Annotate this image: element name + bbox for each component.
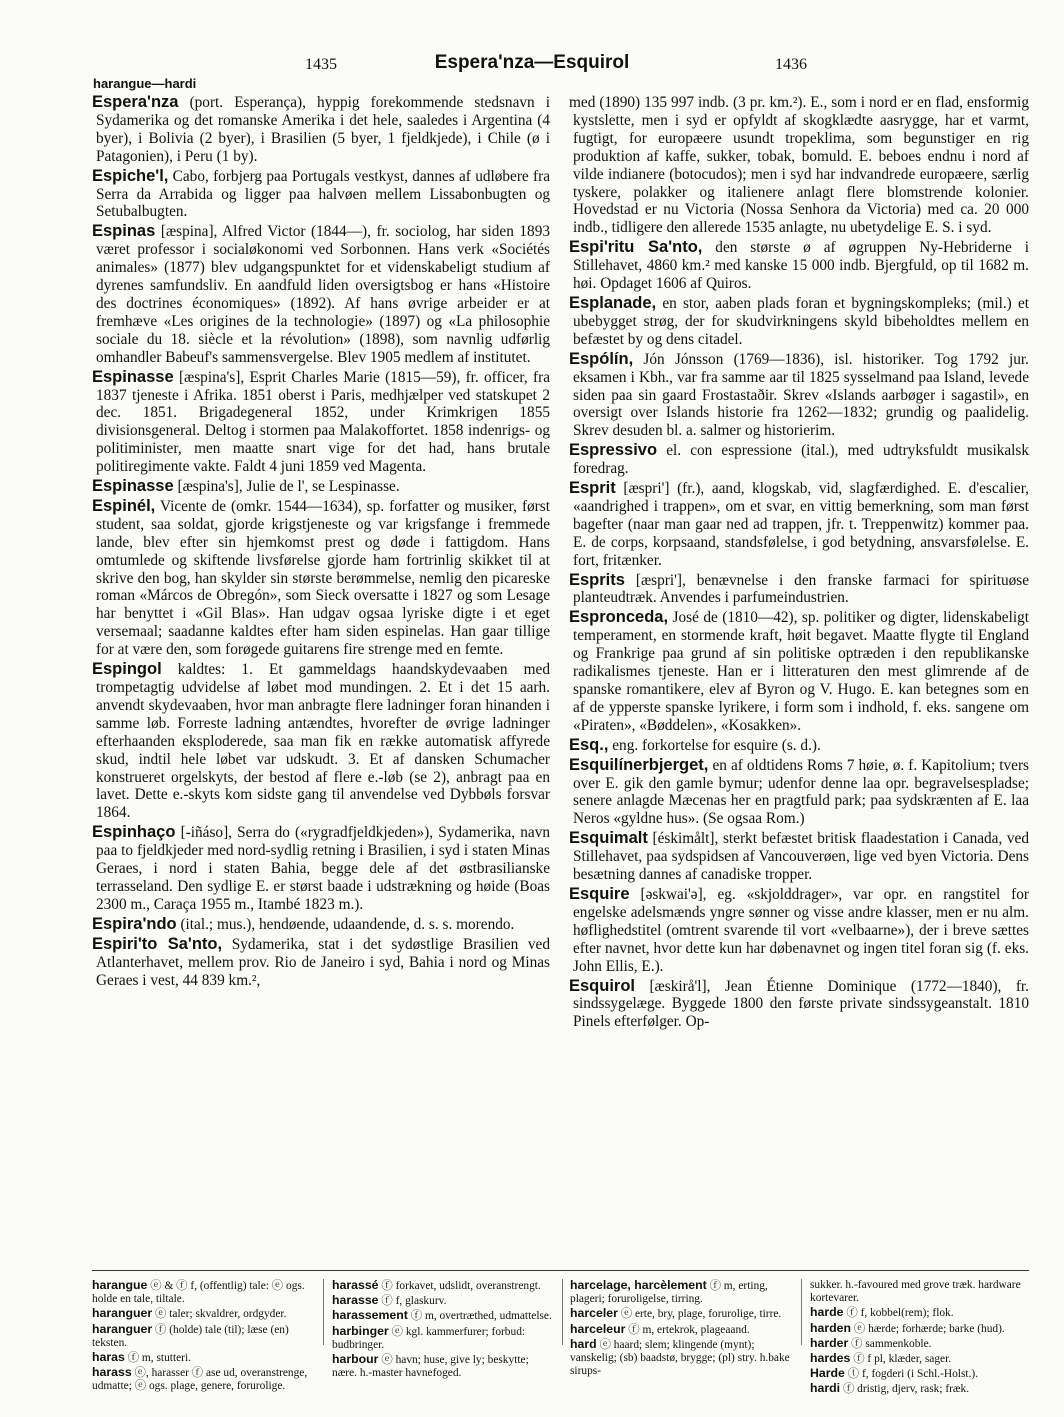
entry-text: en stor, aaben plads foran et bygningskompleks; (mil.) et ubebygget strøg, der for skudvirkningens skyld bibeholdtes mellem en befæstet by og dens citadel. <box>573 294 1029 348</box>
glossary-entry <box>332 1353 554 1380</box>
entry-headword: harde <box>810 1305 844 1320</box>
entry-headword: harceler <box>570 1306 618 1321</box>
entry-text: [æspina's], Julie de l', se Lespinasse. <box>177 478 400 496</box>
dictionary-entry <box>569 239 1029 293</box>
glossary-entry <box>92 1279 314 1306</box>
entry-text: (port. Esperança), hyppig forekommende stedsnavn i Sydamerika og det romanske Amerika i det hele, saaledes i Argentina (4 byer), i Bolivia (2 byer), i Brasilien (5 byer, 1 fjeldkjede), i Chile (ø i Patagonien), i Peru (1 by). <box>96 94 550 165</box>
dictionary-entry <box>569 351 1029 441</box>
glossary-entry <box>332 1325 554 1352</box>
dictionary-entry <box>569 886 1029 976</box>
entry-headword: Espinas <box>92 222 156 241</box>
entry-text: ⓕ f, kobbel(rem); flok. <box>846 1307 954 1320</box>
glossary-entry <box>92 1351 314 1365</box>
entry-text: ⓕ dristig, djerv, rask; fræk. <box>842 1383 970 1396</box>
entry-text: Jón Jónsson (1769—1836), isl. historiker. Tog 1792 jur. eksamen i Kbh., var fra samme aar til 1825 sysselmand paa Island, levede siden paa sin gaard Frostastaðir. Skrev «Islands aarbøger i sagastil», en oversigt over Islands historie fra 1262—1832; grundig og paalidelig. Skrev desuden bl. a. salmer og historierim. <box>573 350 1029 440</box>
entry-text: Cabo, forbjerg paa Portugals vestkyst, dannes af udløbere fra Serra da Arrabida og ligger paa halvøen mellem Lissabonbugten og Setubalbugten. <box>96 167 550 221</box>
entry-headword: Esplanade, <box>569 293 657 312</box>
dictionary-entry <box>569 830 1029 884</box>
entry-headword: harassé <box>332 1278 379 1292</box>
entry-headword: Espingol <box>92 660 162 679</box>
footer-column-1 <box>92 1279 314 1395</box>
glossary-entry <box>92 1307 314 1321</box>
entry-text: [æspina], Alfred Victor (1844—), fr. sociolog, har siden 1893 været professor i socialøkonomi ved Sorbonnen. Hans verk «Sociétés animales» (1877) blev udgangspunktet for et videnskabeligt studium af dyrenes samfundsliv. En aandfuld liden oversigtsbog er hans «Histoire des doctrines économiques» (1892). Af hans øvrige arbeider er at fremhæve «Les origines de la technologie» (1897) og «La philosophie sociale du 18. siècle et la révolution» (1898), som navnlig udførlig omhandler Babeuf's sammensvergelse. Blev 1905 medlem af institutet. <box>96 223 550 366</box>
page-number-left: 1435 <box>305 56 337 73</box>
entry-headword: Harde <box>810 1366 845 1381</box>
entry-headword: Espiche'l, <box>92 166 169 185</box>
entry-headword: Espinasse <box>92 367 174 386</box>
entry-text: [-iñáso], Serra do («rygradfjeldkjeden»), Sydamerika, navn paa to fjeldkjeder med nord-sydlig retning i Brasilien, i syd i staten Minas Geraes, i nord i staten Bahia, begge dele af det østbrasilianske terrasseland. Den sydlige E. er størst baade i udstrækning og høide (Boas 2300 m., Caraça 1955 m., Itambé 1823 m.). <box>96 824 550 913</box>
entry-text: eng. forkortelse for esquire (s. d.). <box>612 736 821 754</box>
dictionary-entry <box>92 94 550 166</box>
entry-headword: Esquirol <box>569 976 636 995</box>
dictionary-entry <box>569 295 1029 349</box>
entry-text: ⓕ m, overtræthed, udmattelse. <box>410 1310 552 1323</box>
glossary-entry <box>810 1337 1032 1351</box>
dictionary-entry <box>569 442 1029 478</box>
entry-text: ⓕ (holde) tale (til); læse (en) teksten. <box>92 1323 289 1349</box>
entry-headword: Esquilínerbjerget, <box>569 755 709 774</box>
entry-text: [éskimålt], sterkt befæstet britisk flaadestation i Canada, ved Stillehavet, paa sydspidsen af Vancouverøen, lige ved byen Victoria. Dens besætning dannes af canadiske tropper. <box>573 830 1029 884</box>
entry-text: ⓔ, harasser ⓕ ase ud, overanstrenge, udmatte; ⓔ ogs. plage, genere, forurolige. <box>92 1367 308 1393</box>
entry-text: ⓕ f pl, klæder, sager. <box>853 1353 952 1366</box>
entry-headword: harangue <box>92 1278 148 1292</box>
footnote-divider <box>92 1270 1029 1271</box>
entry-headword: Espi'ritu Sa'nto, <box>569 238 703 257</box>
entry-text: ⓕ m, ertekrok, plageaand. <box>628 1323 750 1336</box>
dictionary-entry <box>569 94 1029 237</box>
page-title: Espera'nza—Esquirol <box>434 52 630 73</box>
entry-headword: harder <box>810 1335 849 1350</box>
glossary-entry <box>332 1309 554 1323</box>
entry-text: el. con espressione (ital.), med udtryksfuldt musikalsk foredrag. <box>573 442 1029 478</box>
entry-text: ⓔ & ⓕ f, (offentlig) tale: ⓔ ogs. holde en tale, tiltale. <box>92 1280 305 1306</box>
entry-headword: harbinger <box>332 1323 389 1338</box>
guide-words: harangue—hardi <box>93 76 197 91</box>
dictionary-entry <box>92 661 550 822</box>
entry-text: ⓔ hærde; forhærde; barke (hud). <box>853 1322 1005 1335</box>
dictionary-entry <box>569 737 1029 755</box>
entry-headword: Esprits <box>569 570 625 589</box>
entry-text: kaldtes: 1. Et gammeldags haandskydevaaben med trompetagtig udvidelse af løbet mod mundingen. 2. Et i det 15 aarh. anvendt skydevaaben, hvor man anbragte flere ladninger foran hinanden i samme løb. Forreste ladning antændtes, hvorefter de øvrige ladninger efterhaanden eksploderede, saa man fik en række automatisk affyrede skud, indtil hele løbet var udskudt. 3. Et af dansken Schumacher konstrueret orgelskyts, der bestod af flere e.-løb (se 2), anbragt paa en lavet. Dette e.-skyts kom sidste gang til anvendelse ved Dybbøls forsvar 1864. <box>96 661 550 822</box>
dictionary-entry <box>92 498 550 659</box>
entry-text: sukker. h.-favoured med grove træk. hardware kortevarer. <box>810 1279 1021 1305</box>
entry-text: ⓣ f, fogderi (i Schl.-Holst.). <box>847 1368 979 1381</box>
entry-headword: Espinél, <box>92 496 156 515</box>
entry-text: [æspina's], Esprit Charles Marie (1815—59), fr. officer, fra 1837 tjeneste i Afrika. 1851 oberst i Paris, medhjælper ved statskupet 2 dec. 1851. Brigadegeneral 1852, under Krimkrigen 1855 divisionsgeneral. Deltog i stormen paa Malakoffortet. 1858 indenrigs- og politiminister, men maatte snart vige for det had, hans brutale politiregimente vakte. Faldt 4 juni 1859 ved Magenta. <box>96 368 550 476</box>
entry-headword: harceleur <box>570 1321 626 1336</box>
entry-headword: haras <box>92 1350 125 1365</box>
entry-text: ⓔ havn; huse, give ly; beskytte; nære. h.-master havnefoged. <box>332 1354 529 1380</box>
entry-text: ⓕ m, erting, plageri; forurоligelse, tirring. <box>570 1280 768 1306</box>
footer-rule <box>562 1279 563 1345</box>
footer-column-2 <box>332 1279 554 1381</box>
dictionary-entry <box>92 916 550 934</box>
entry-headword: Espólín, <box>569 349 634 368</box>
entry-text: [æspri'], benævnelse i den franske farmaci for spirituøse planteudtræk. Anvendes i parfumeindustrien. <box>573 571 1030 607</box>
entry-text: ⓔ taler; skvaldrer, ordgyder. <box>155 1308 287 1321</box>
dictionary-entry <box>92 478 550 496</box>
entry-text: den største ø af øgruppen Ny-Hebriderne i Stillehavet, 4860 km.² med kanske 15 000 indb. Bjergfuld, op til 1682 m. høi. Opdaget 1606 af Quiros. <box>573 239 1029 293</box>
entry-headword: Esquire <box>569 884 630 903</box>
entry-text: ⓔ kgl. kammerfurer; forbud: budbringer. <box>332 1325 526 1351</box>
entry-text: Vicente de (omkr. 1544—1634), sp. forfatter og musiker, først student, saa soldat, gjorde krigstjeneste og var krigsfange i fremmede lande, blev efter sin hjemkomst prest og døde i fattigdom. Hans omtumlede og skiftende livsførelse gjorde ham fortrinlig skikket til at skrive den bog, han skylder sin største berømmelse, nemlig den picareske roman «Márcos de Obregón», som Sieck oversatte i 1827 og som Lesage har benyttet i «Gil Blas». Han udgav ogsaa lyriske digte i et eget versemaal; saadanne kaldtes efter ham siden espinelas. Han gaar tillige for at være den, som forøgede guitarens fire strenge med en femte. <box>96 497 550 659</box>
entry-text: José de (1810—42), sp. politiker og digter, lidenskabeligt temperament, en stormende kraft, høit begavet. Maatte flygte til England og Frankrige paa grund af sin politiske optræden i den republikanske radikalismes tjeneste. Han er i litteraturen den mest glimrende af de spanske romantikere, elev af Byron og V. Hugo. E. kan betegnes som en af de ypperste spanske lyrikere, i form som i indhold, f. eks. sangene om «Piraten», «Bøddelen», «Kosakken». <box>573 609 1029 734</box>
dictionary-entry <box>92 824 550 914</box>
entry-text: ⓔ haard; slem; klingende (mynt); vanskelig; (sb) baadstø, brygge; (pl) stry. h.bake sirups- <box>570 1338 790 1378</box>
dictionary-entry <box>569 757 1029 829</box>
entry-headword: Esprit <box>569 479 616 498</box>
entry-headword: harden <box>810 1320 851 1335</box>
entry-text: med (1890) 135 997 indb. (3 pr. km.²). E., som i nord er en flad, ensformig kystslette, men i syd er opfyldt af skogklædte aasrygge, har et varmt, fugtigt, for europæere usundt tropeklima, som begunstiger en rig produktion af kaffe, sukker, tobak, bomuld. E. beboes endnu i nord af vilde indianere (botocudos); men i syd har indvandrede europæere, særlig tyskere, polakker og italienere anlagt flere blomstrende kolonier. Hovedstad er nu Victoria (Nossa Senhora da Victoria) med ca. 20 000 indb., tidligere den allerede 1535 anlagte, nu ubetydelige E. S. i syd. <box>569 94 1029 237</box>
entry-headword: harass <box>92 1365 132 1380</box>
entry-text: ⓔ erte, bry, plage, forurolige, tirre. <box>620 1308 782 1321</box>
entry-headword: Esquimalt <box>569 829 648 848</box>
glossary-entry <box>810 1322 1032 1336</box>
entry-text: [æspri'] (fr.), aand, klogskab, vid, slagfærdighed. E. d'escalier, «aandrighed i trappen», om et svar, en vittig bemerkning, som man først bagefter (naar man gaar ned ad trappen, jfr. t. Treppenwitz) kommer paa. E. de corps, korpsaand, standsfølelse, i god betydning, ansvarsfølelse. E. fort, fritænker. <box>573 480 1029 569</box>
entry-text: Sydamerika, stat i det sydøstlige Brasilien ved Atlanterhavet, mellem prov. Rio de Janeiro i syd, Bahia i nord og Minas Geraes i vest, 44 839 km.², <box>96 935 550 989</box>
glossary-entry <box>810 1367 1032 1381</box>
entry-headword: Espira'ndo <box>92 914 177 933</box>
entry-text: ⓕ m, stutteri. <box>127 1352 191 1365</box>
glossary-entry <box>810 1352 1032 1366</box>
entry-text: ⓕ sammenkoble. <box>851 1337 932 1350</box>
entry-headword: hardi <box>810 1381 841 1396</box>
entry-headword: Espinhaço <box>92 823 176 842</box>
page-number-right: 1436 <box>775 56 807 73</box>
footer-rule <box>323 1279 324 1345</box>
entry-headword: hardes <box>810 1351 851 1366</box>
glossary-entry <box>810 1306 1032 1320</box>
dictionary-entry <box>569 572 1029 608</box>
glossary-entry <box>570 1323 792 1337</box>
entry-headword: hard <box>570 1336 597 1351</box>
dictionary-entry <box>92 168 550 222</box>
entry-headword: harassement <box>332 1308 408 1323</box>
entry-headword: harbour <box>332 1352 379 1367</box>
glossary-entry <box>810 1382 1032 1396</box>
glossary-entry <box>92 1323 314 1350</box>
page-header <box>0 52 1064 76</box>
entry-headword: Espiri'to Sa'nto, <box>92 934 223 953</box>
dictionary-entry <box>92 223 550 366</box>
dictionary-entry <box>569 609 1029 734</box>
entry-headword: Espera'nza <box>92 93 179 111</box>
glossary-entry <box>92 1366 314 1393</box>
glossary-entry <box>332 1279 554 1293</box>
entry-text: en af oldtidens Roms 7 høie, ø. f. Kapitolium; tvers over E. gik den gamle bymur; udenfor denne laa opr. begravelsespladse; senere anlagde Mæcenas her en pragtfuld park; paa sydskrænten af E. laa Neros «gyldne hus». (Se ogsaa Rom.) <box>573 756 1029 828</box>
entry-headword: harcelage, harcèlement <box>570 1278 707 1292</box>
entry-headword: haranguer <box>92 1321 153 1336</box>
entry-text: [æskirå'l], Jean Étienne Dominique (1772—1840), fr. sindssygelæge. Byggede 1800 den første private sindssygeanstalt. 1810 Pinels efterfølger. Op- <box>573 977 1029 1031</box>
footer-rule <box>801 1279 802 1345</box>
glossary-entry <box>810 1279 1032 1305</box>
column-left <box>92 94 550 991</box>
dictionary-entry <box>92 936 550 990</box>
entry-text: ⓕ forkavet, udslidt, overanstrengt. <box>381 1280 541 1292</box>
dictionary-entry <box>569 480 1029 570</box>
footer-column-3 <box>570 1279 792 1379</box>
dictionary-entry <box>92 369 550 476</box>
glossary-entry <box>570 1279 792 1306</box>
entry-text: (ital.; mus.), hendøende, udaandende, d. s. s. morendo. <box>180 915 515 933</box>
dictionary-entry <box>569 978 1029 1032</box>
entry-headword: harasse <box>332 1293 379 1308</box>
entry-headword: Espinasse <box>92 477 174 496</box>
entry-headword: Espressivo <box>569 441 658 460</box>
entry-text: [əskwai'ə], eg. «skjolddrager», var opr. en rangstitel for engelske adelsmænds yngre sønner og visse andre klasser, men er nu alm. høflighedstitel (omtrent svarende til vort «velbaarne»), der i breve sættes efter navnet, hvor dette kun har døbenavnet og ingen titel foran sig (f. eks. John Ellis, E.). <box>573 885 1029 975</box>
entry-text: ⓕ f, glaskurv. <box>381 1295 447 1308</box>
glossary-entry <box>570 1338 792 1379</box>
entry-headword: Espronceda, <box>569 608 669 627</box>
column-right <box>569 94 1029 1033</box>
entry-headword: haranguer <box>92 1306 153 1321</box>
glossary-entry <box>332 1294 554 1308</box>
glossary-entry <box>570 1307 792 1321</box>
entry-headword: Esq., <box>569 735 609 754</box>
footer-column-4 <box>810 1279 1032 1398</box>
